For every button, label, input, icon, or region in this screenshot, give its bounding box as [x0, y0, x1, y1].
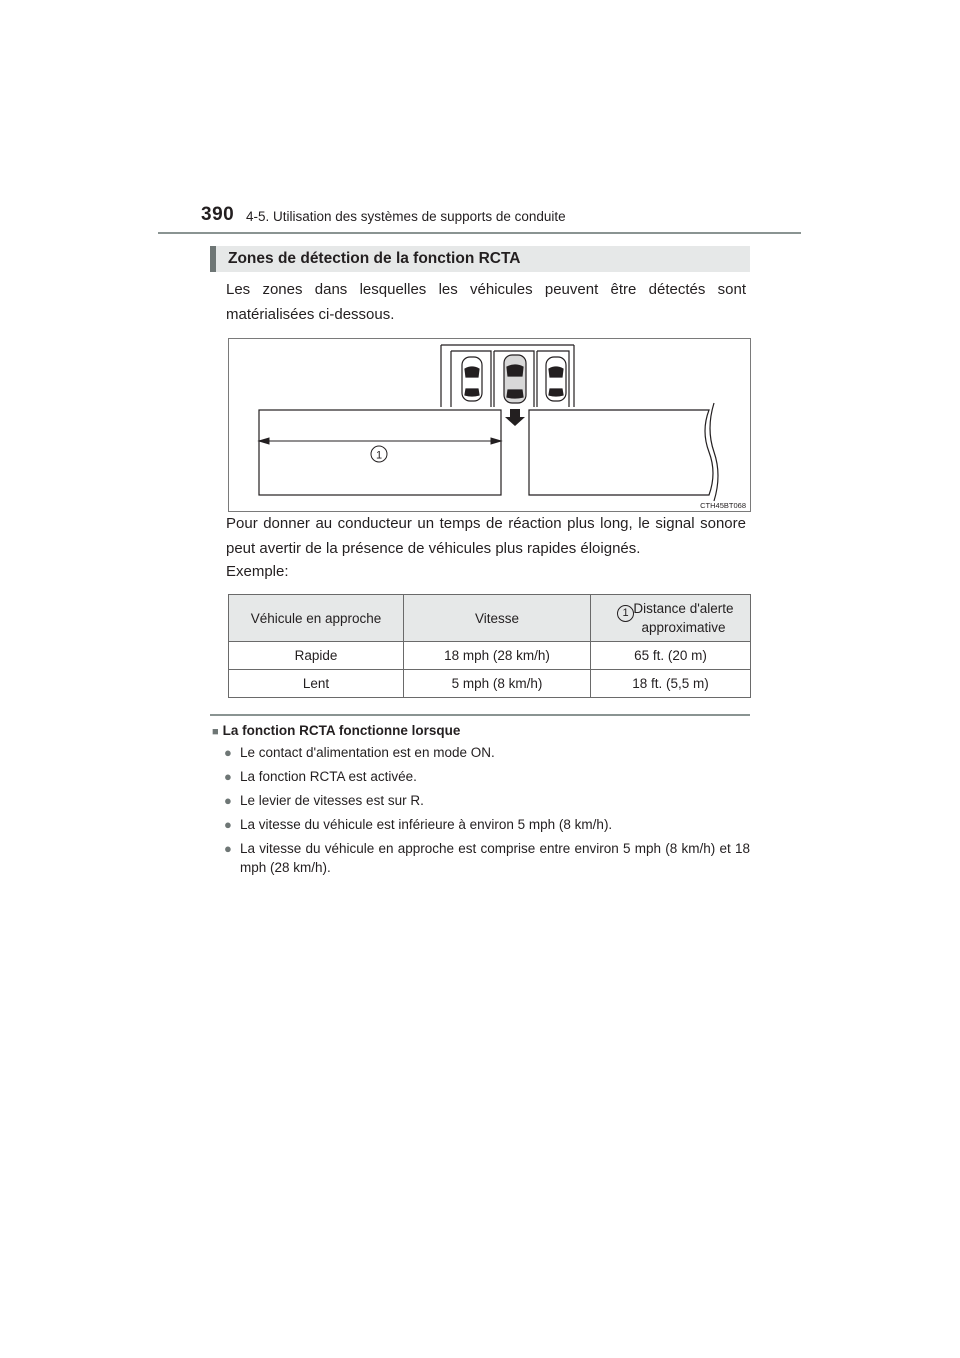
header-rule: [158, 232, 801, 234]
note-heading-text: La fonction RCTA fonctionne lorsque: [222, 723, 461, 738]
intro-paragraph: Les zones dans lesquelles les véhicules peuvent être détectés sont matérialisées ci-dessous.: [226, 281, 746, 323]
warning-distance-table: [228, 594, 751, 698]
parked-car-left-icon: [462, 357, 482, 401]
distance-header-wrap: [597, 599, 744, 637]
note-heading: [212, 723, 460, 738]
condition-list: [224, 743, 750, 882]
list-item: [224, 767, 750, 786]
list-item: [224, 791, 750, 810]
bullet-icon: ●: [224, 817, 232, 832]
page-number: 390: [201, 204, 235, 225]
list-item-text: Le contact d'alimentation est en mode ON.: [240, 745, 495, 760]
list-item: [224, 815, 750, 834]
detection-zone-diagram: [229, 339, 752, 513]
figure-code: CTH45BT068: [700, 501, 746, 510]
section-title: Zones de détection de la fonction RCTA: [228, 250, 521, 267]
col-header-vehicle: Véhicule en approche: [229, 595, 404, 642]
example-label: Exemple:: [226, 563, 289, 580]
list-item-text: Le levier de vitesses est sur R.: [240, 793, 424, 808]
note-rule: [210, 714, 750, 716]
detection-zone-right: [529, 410, 713, 495]
section-heading-box: [210, 246, 750, 272]
col-header-speed: Vitesse: [404, 595, 591, 642]
list-item-text: La vitesse du véhicule est inférieure à environ 5 mph (8 km/h).: [240, 817, 613, 832]
table-header-row: [229, 595, 751, 642]
running-header: 4-5. Utilisation des systèmes de supports de conduite: [246, 209, 566, 224]
bullet-icon: ●: [224, 841, 232, 856]
reaction-time-paragraph: Pour donner au conducteur un temps de réaction plus long, le signal sonore peut avertir de la présence de véhicules plus rapides éloignés.: [226, 515, 746, 557]
bullet-icon: ●: [224, 793, 232, 808]
distance-header-label: Distance d'alerte approximative: [633, 601, 734, 635]
list-item-text: La fonction RCTA est activée.: [240, 769, 417, 784]
table-cell: 5 mph (8 km/h): [404, 670, 591, 698]
list-item: [224, 743, 750, 762]
bullet-icon: ●: [224, 745, 232, 760]
table-cell: 65 ft. (20 m): [591, 642, 751, 670]
parked-car-right-icon: [546, 357, 566, 401]
header-callout: 1: [617, 605, 634, 622]
table-row: [229, 642, 751, 670]
callout-number: 1: [375, 449, 383, 462]
table-cell: 18 ft. (5,5 m): [591, 670, 751, 698]
col-header-distance: [591, 595, 751, 642]
table-row: [229, 670, 751, 698]
list-item-text: La vitesse du véhicule en approche est comprise entre environ 5 mph (8 km/h) et 18 mph (28 km/h).: [240, 841, 750, 875]
table-cell: Rapide: [229, 642, 404, 670]
reversing-car-icon: [504, 355, 526, 403]
detection-zone-figure: [228, 338, 751, 512]
table-cell: Lent: [229, 670, 404, 698]
reverse-direction-arrow: [505, 409, 525, 426]
list-item: [224, 839, 750, 877]
square-bullet-icon: ■: [212, 726, 219, 738]
table-cell: 18 mph (28 km/h): [404, 642, 591, 670]
bullet-icon: ●: [224, 769, 232, 784]
